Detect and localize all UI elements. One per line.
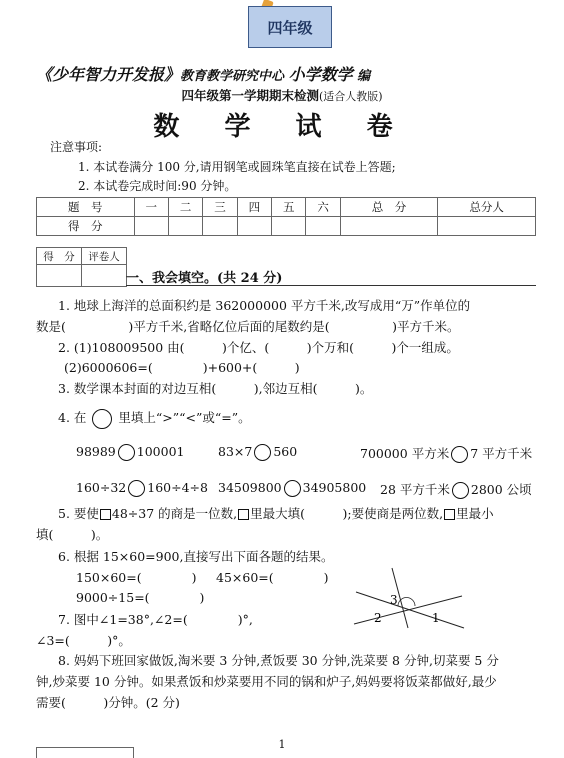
score-cell[interactable]: [272, 217, 306, 236]
question-6: 6. 根据 15×60=900,直接写出下面各题的结果。: [58, 549, 334, 564]
box-icon: [100, 509, 111, 520]
question-5-line-1: 5. 要使 48÷37 的商是一位数, 里最大填( );要使商是两位数, 里最小: [58, 506, 494, 521]
circle-icon: [92, 409, 112, 429]
score-table: [36, 197, 536, 236]
question-8-line-3: 需要( )分钟。(2 分): [36, 695, 180, 710]
next-section-score-box: [36, 747, 134, 758]
score-table-header-cell: 四: [237, 198, 271, 217]
score-cell[interactable]: [237, 217, 271, 236]
score-table-header-cell: 三: [203, 198, 237, 217]
page-number: 1: [278, 738, 286, 751]
question-4-pre: 4. 在: [58, 410, 87, 425]
publisher-suffix: 编: [357, 69, 371, 84]
notice-line-1: 1. 本试卷满分 100 分,请用钢笔或圆珠笔直接在试卷上答题;: [78, 160, 396, 174]
question-8-line-2: 钟,炒菜要 10 分钟。如果煮饭和炒菜要用不同的锅和炉子,妈妈要将饭菜都做好,最少: [36, 674, 497, 689]
score-table-row-label: 得 分: [37, 217, 135, 236]
score-cell[interactable]: [438, 217, 536, 236]
compare-item: 34509800 34905800: [218, 480, 367, 495]
score-table-header-cell: 题 号: [37, 198, 135, 217]
score-table-header-cell: 总分人: [438, 198, 536, 217]
question-2-part-2: (2)6000606=( )+600+( ): [64, 360, 300, 375]
score-cell[interactable]: [168, 217, 202, 236]
question-1-line-2: 数是( )平方千米,省略亿位后面的尾数约是( )平方千米。: [36, 319, 460, 334]
exam-name: 四年级第一学期期末检测: [181, 88, 319, 103]
question-6-item: 150×60=( ): [76, 570, 197, 585]
question-6-item: 9000÷15=( ): [76, 590, 205, 605]
angle-figure: [350, 566, 470, 632]
publisher-dept: 小学数学: [288, 65, 353, 84]
score-cell[interactable]: [203, 217, 237, 236]
question-7-line-2: ∠3=( )°。: [36, 633, 131, 648]
compare-item: 160÷32 160÷4÷8: [76, 480, 208, 495]
section-heading: 一、我会填空。(共 24 分): [126, 271, 283, 286]
compare-item: 700000 平方米 7 平方千米: [360, 446, 533, 461]
angle-label-3: 3: [390, 593, 398, 607]
compare-circle[interactable]: [451, 446, 468, 463]
section-grader-cell[interactable]: [82, 265, 127, 287]
angle-label-2: 2: [374, 611, 382, 625]
compare-circle[interactable]: [128, 480, 145, 497]
score-table-header-cell: 五: [272, 198, 306, 217]
score-table-header-cell: 一: [134, 198, 168, 217]
question-8-line-1: 8. 妈妈下班回家做饭,淘米要 3 分钟,煮饭要 30 分钟,洗菜要 8 分钟,切菜要 5 分: [58, 653, 499, 668]
question-4: [58, 408, 251, 429]
section-divider: [126, 285, 536, 286]
publisher-line: [36, 62, 370, 85]
publisher-org: 教育教学研究中心: [180, 69, 285, 84]
question-2-part-1: 2. (1)108009500 由( )个亿、( )个万和( )个一组成。: [58, 340, 459, 355]
compare-circle[interactable]: [118, 444, 135, 461]
figure-line: [354, 596, 462, 624]
section-grader-label: 评卷人: [82, 248, 127, 265]
compare-item: 28 平方千米 2800 公顷: [380, 482, 532, 497]
compare-circle[interactable]: [254, 444, 271, 461]
notice-heading: 注意事项:: [50, 140, 103, 154]
question-7-line-1: 7. 图中∠1=38°,∠2=( )°,: [58, 612, 253, 627]
compare-circle[interactable]: [284, 480, 301, 497]
score-cell[interactable]: [340, 217, 438, 236]
notice-line-2: 2. 本试卷完成时间:90 分钟。: [78, 179, 237, 193]
question-4-post: 里填上“>”“<”或“=”。: [118, 410, 251, 425]
score-table-header-cell: 二: [168, 198, 202, 217]
angle-label-1: 1: [432, 611, 440, 625]
section-score-box: [36, 247, 127, 287]
score-cell[interactable]: [306, 217, 340, 236]
grade-badge: 四年级: [248, 6, 332, 48]
score-cell[interactable]: [134, 217, 168, 236]
publisher-brand: 《少年智力开发报》: [36, 65, 181, 84]
figure-line: [356, 592, 464, 628]
compare-circle[interactable]: [452, 482, 469, 499]
section-score-label: 得 分: [37, 248, 82, 265]
compare-item: 83×7 560: [218, 444, 298, 459]
question-1-line-1: 1. 地球上海洋的总面积约是 362000000 平方千米,改写成用“万”作单位的: [58, 298, 471, 313]
score-table-header-cell: 六: [306, 198, 340, 217]
question-5-line-2: 填( )。: [36, 527, 109, 542]
score-table-header-cell: 总 分: [340, 198, 438, 217]
section-score-cell[interactable]: [37, 265, 82, 287]
page-title: 数 学 试 卷: [153, 112, 411, 142]
box-icon: [444, 509, 455, 520]
compare-item: 98989 100001: [76, 444, 185, 459]
box-icon: [238, 509, 249, 520]
question-3: 3. 数学课本封面的对边互相( ),邻边互相( )。: [58, 381, 373, 396]
exam-edition: (适合人教版): [318, 90, 383, 103]
exam-subtitle: [0, 86, 564, 104]
question-6-item: 45×60=( ): [216, 570, 329, 585]
